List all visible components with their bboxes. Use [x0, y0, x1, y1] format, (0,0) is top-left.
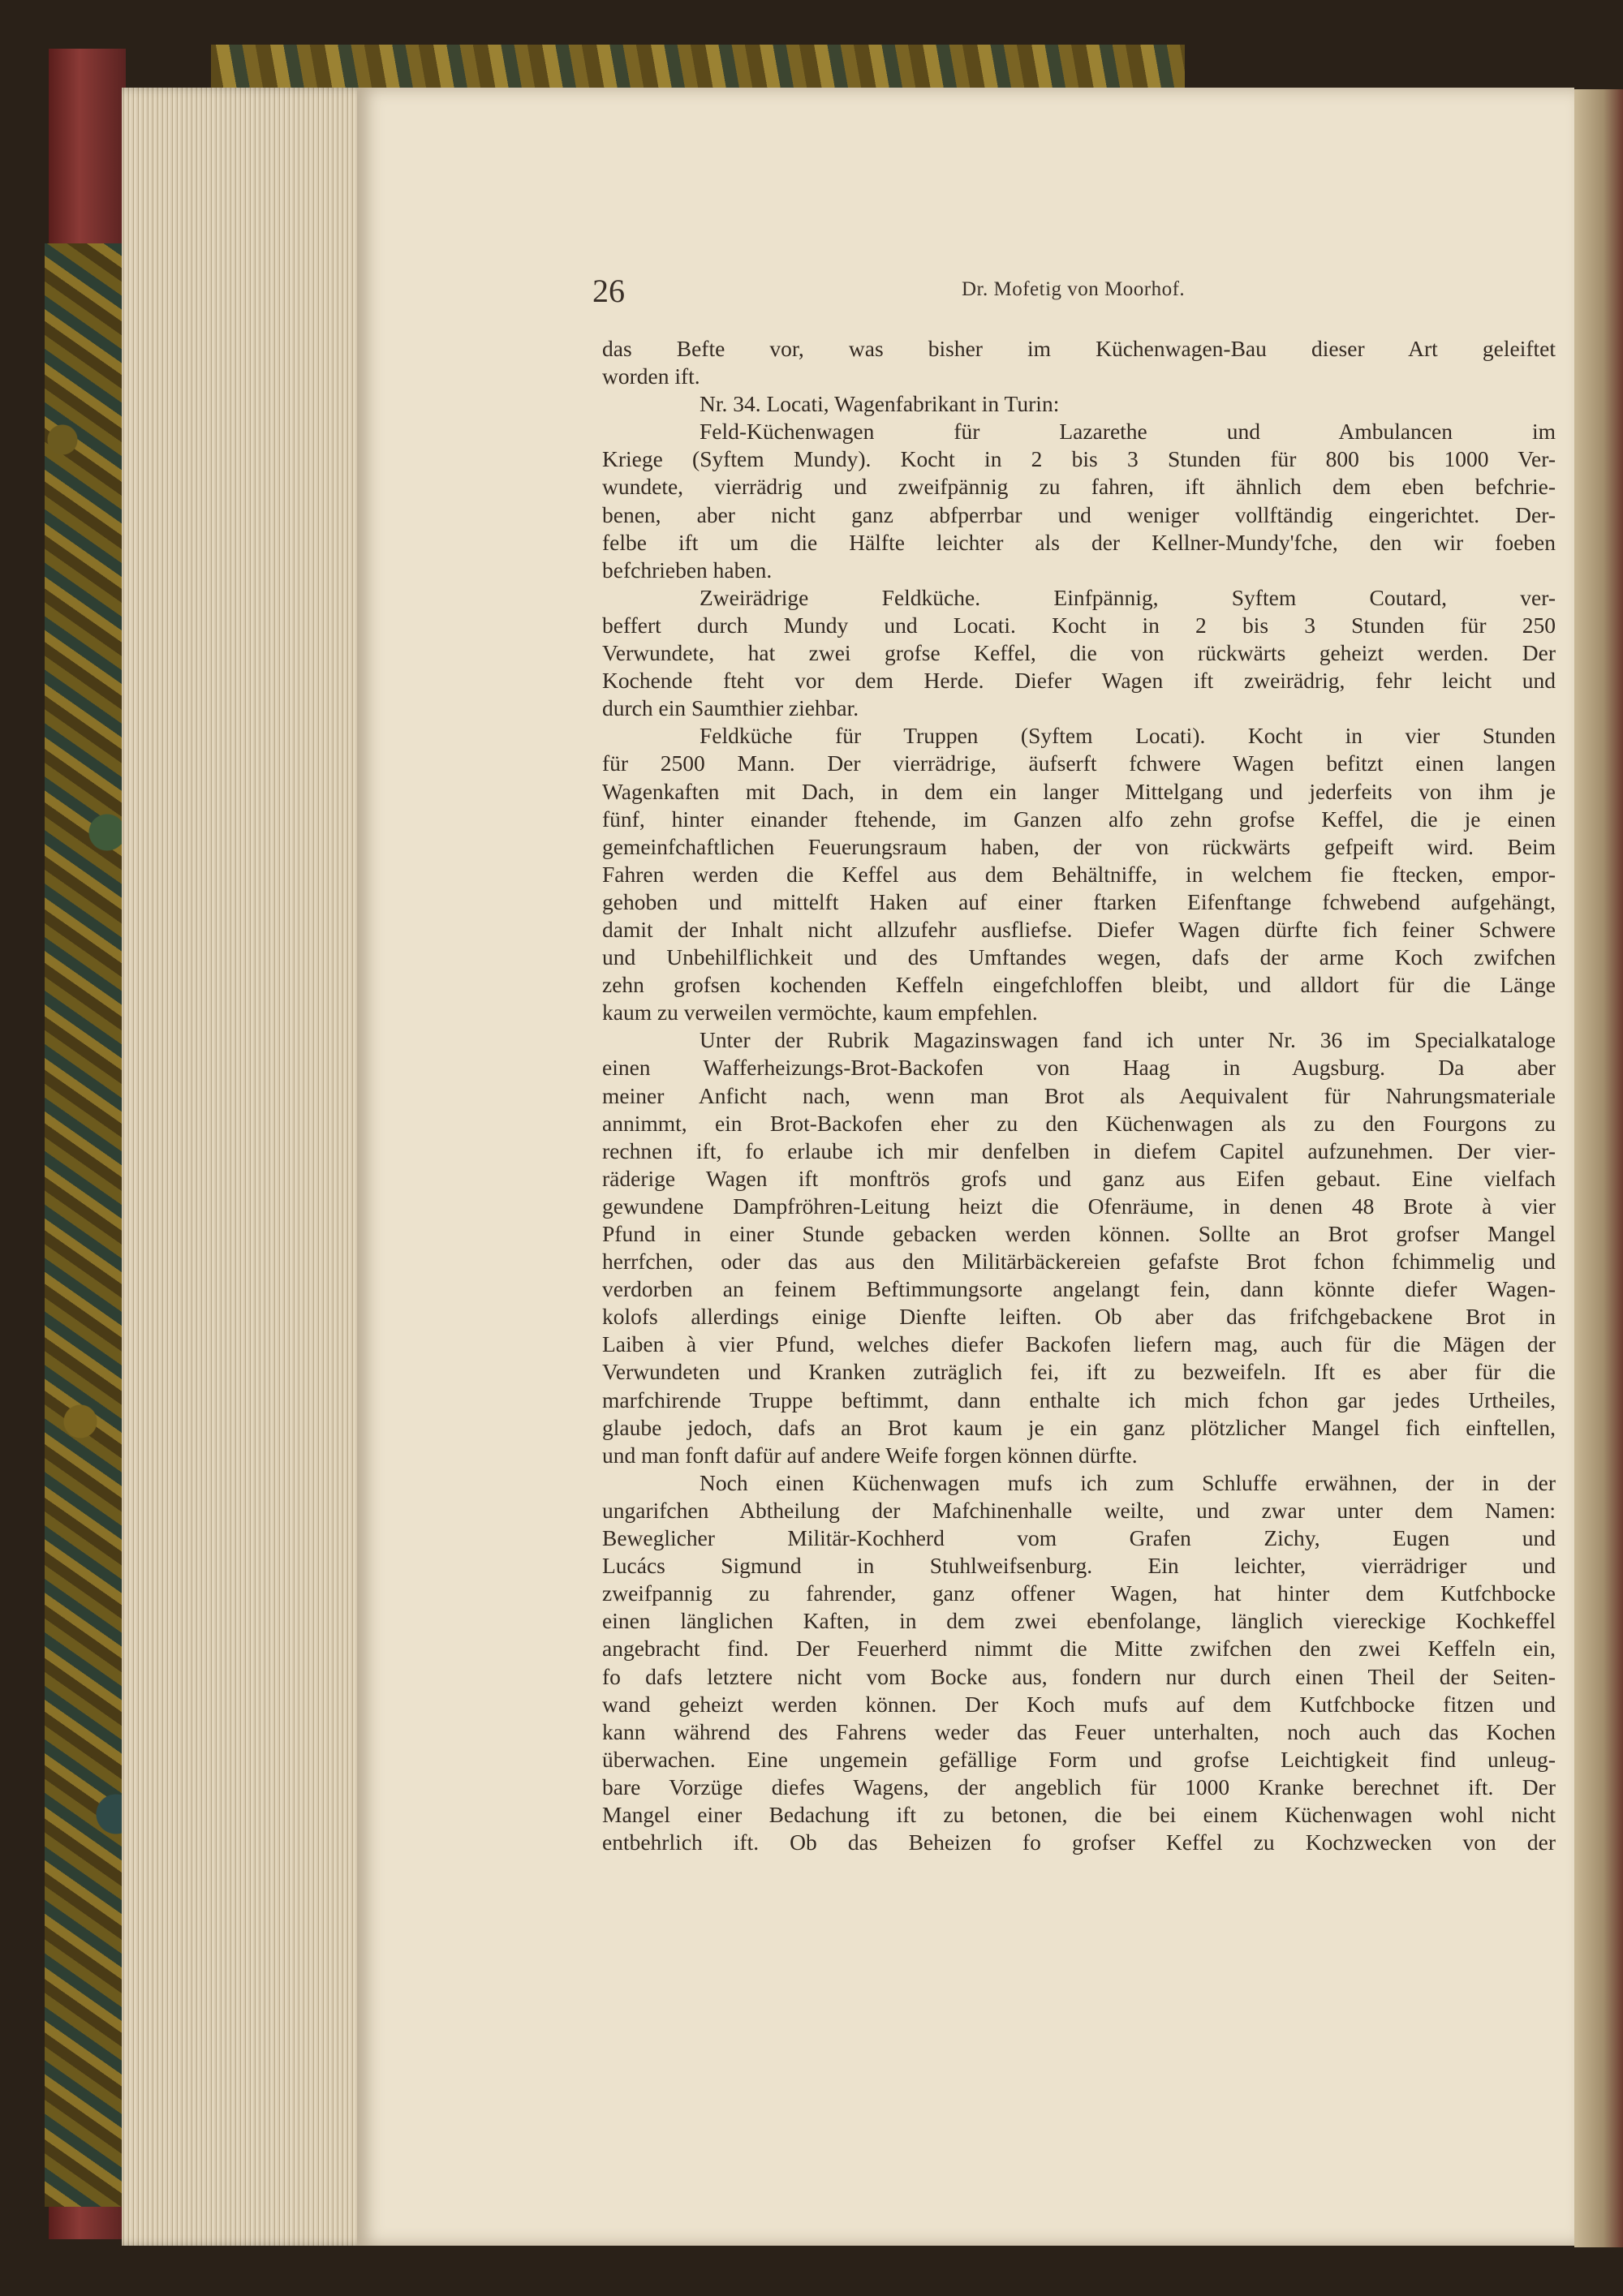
- text-line: einen länglichen Kaften, in dem zwei ebenfolange, länglich viereckige Kochkeffel: [602, 1608, 1556, 1634]
- text-line: meiner Anficht nach, wenn man Brot als Aequivalent für Nahrungsmateriale: [602, 1082, 1556, 1108]
- text-line: fo dafs letztere nicht vom Bocke aus, fondern nur durch einen Theil der Seiten-: [602, 1663, 1556, 1689]
- text-line: Noch einen Küchenwagen mufs ich zum Schluffe erwähnen, der in der: [700, 1469, 1556, 1495]
- text-line: fünf, hinter einander ftehende, im Ganzen alfo zehn grofse Keffel, die je einen: [602, 806, 1556, 832]
- text-line: Kochende fteht vor dem Herde. Diefer Wagen ift zweirädrig, fehr leicht und: [602, 668, 1556, 694]
- text-line: und man fonft dafür auf andere Weife forgen können dürfte.: [602, 1442, 1138, 1468]
- text-line: befchrieben haben.: [602, 557, 773, 583]
- text-line: überwachen. Eine ungemein gefällige Form und grofse Leichtigkeit find unleug-: [602, 1746, 1556, 1772]
- text-line: felbe ift um die Hälfte leichter als der Kellner-Mundy'fche, den wir foeben: [602, 529, 1556, 555]
- text-line: wand geheizt werden können. Der Koch mufs auf dem Kutfchbocke fitzen und: [602, 1691, 1556, 1717]
- text-line: entbehrlich ift. Ob das Beheizen fo grofser Keffel zu Kochzweckеn von der: [602, 1829, 1556, 1855]
- text-line: gehoben und mittelft Haken auf einer ftarken Eifenftange fchwebend aufgehängt,: [602, 888, 1556, 914]
- running-head: Dr. Mofetig von Moorhof.: [962, 278, 1186, 300]
- text-line: damit der Inhalt nicht allzufehr ausfliefse. Diefer Wagen dürfte fich feiner Schwere: [602, 916, 1556, 942]
- text-line: zehn grofsen kochenden Keffeln eingefchloffen bleibt, und alldort für die Länge: [602, 972, 1556, 998]
- text-line: zweifpannig zu fahrender, ganz offener Wagen, hat hinter dem Kutfchbocke: [602, 1580, 1556, 1606]
- text-line: Beweglicher Militär-Kochherd vom Grafen Zichy, Eugen und: [602, 1525, 1556, 1551]
- text-line: marfchirende Truppe beftimmt, dann enthalte ich mich fchon gar jedes Urtheiles,: [602, 1387, 1556, 1412]
- text-line: kaum zu verweilen vermöchte, kaum empfehlen.: [602, 1000, 1038, 1025]
- text-line: Wagenkaften mit Dach, in dem ein langer Mittelgang und jederfeits von ihm je: [602, 778, 1556, 804]
- text-line: gemeinfchaftlichen Feuerungsraum haben, der von rückwärts gefpeift wird. Beim: [602, 833, 1556, 859]
- text-line: benen, aber nicht ganz abfperrbar und weniger vollftändig eingerichtet. Der-: [602, 501, 1556, 527]
- text-line: rechnen ift, fo erlaube ich mir denfelben in diefem Capitel aufzunehmen. Der vier-: [602, 1137, 1556, 1163]
- page-edges: [122, 88, 398, 2246]
- marbled-cover: [45, 243, 134, 2207]
- text-line: beffert durch Mundy und Locati. Kocht in 2 bis 3 Stunden für 250: [602, 612, 1556, 638]
- text-line: Pfund in einer Stunde gebacken werden können. Sollte an Brot grofser Mangel: [602, 1221, 1556, 1246]
- text-line: das Befte vor, was bisher im Küchenwagen-Bau dieser Art geleiftet: [602, 336, 1556, 361]
- text-line: Zweirädrige Feldküche. Einfpännig, Syftem Coutard, ver-: [700, 584, 1556, 610]
- text-line: Lucács Sigmund in Stuhlweifsenburg. Ein leichter, vierrädriger und: [602, 1553, 1556, 1579]
- text-line: und Unbehilflichkeit und des Umftandes wegen, dafs der arme Koch zwifchen: [602, 944, 1556, 970]
- text-line: herrfchen, oder das aus den Militärbäckereien gefafste Brot fchon fchimmelig und: [602, 1249, 1556, 1275]
- text-line: Verwundete, hat zwei grofse Keffel, die von rückwärts geheizt werden. Der: [602, 640, 1556, 666]
- text-line: Feldküche für Truppen (Syftem Locati). Kocht in vier Stunden: [700, 723, 1556, 749]
- text-line: kann während des Fahrens weder das Feuer unterhalten, noch auch das Kochen: [602, 1718, 1556, 1744]
- text-line: Laiben à vier Pfund, welches diefer Backofen liefern mag, auch für die Mägen der: [602, 1331, 1556, 1357]
- text-line: räderige Wagen ift monftrös grofs und ganz aus Eifen gebaut. Eine vielfach: [602, 1165, 1556, 1191]
- text-line: Unter der Rubrik Magazinswagen fand ich unter Nr. 36 im Specialkataloge: [700, 1027, 1556, 1053]
- text-line: für 2500 Mann. Der vierrädrige, äufserft fchwere Wagen befitzt einen langen: [602, 750, 1556, 776]
- text-line: gewundene Dampfröhren-Leitung heizt die Ofenräume, in denen 48 Brote à vier: [602, 1193, 1556, 1219]
- text-line: bare Vorzüge diefes Wagens, der angeblich für 1000 Kranke berechnet ift. Der: [602, 1774, 1556, 1799]
- text-line: durch ein Saumthier ziehbar.: [602, 695, 859, 721]
- body-text: [602, 335, 1556, 1856]
- page-header: [592, 272, 1566, 320]
- facing-page-edge: [1574, 89, 1623, 2247]
- text-line: Mangel einer Bedachung ift zu betonen, die bei einem Küchenwagen wohl nicht: [602, 1801, 1556, 1827]
- text-line: einen Wafferheizungs-Brot-Backofen von Haag in Augsburg. Da aber: [602, 1055, 1556, 1081]
- text-line: Kriege (Syftem Mundy). Kocht in 2 bis 3 Stunden für 800 bis 1000 Ver-: [602, 446, 1556, 472]
- text-line: glaube jedoch, dafs an Brot kaum je ein ganz plötzlicher Mangel fich einftellen,: [602, 1414, 1556, 1440]
- text-line: wundete, vierrädrig und zweifpännig zu fahren, ift ähnlich dem eben befchrie-: [602, 474, 1556, 500]
- text-line: kolofs allerdings einige Dienfte leiften. Ob aber das frifchgebackene Brot in: [602, 1304, 1556, 1330]
- text-line: Verwundeten und Kranken zuträglich fei, ift zu bezweifeln. Ift es aber für die: [602, 1359, 1556, 1385]
- text-line: Fahren werden die Keffel aus dem Behältniffe, in welchem fie ftecken, empor-: [602, 861, 1556, 887]
- page-number: 26: [592, 273, 625, 309]
- text-line: annimmt, ein Brot-Backofen eher zu den Küchenwagen als zu den Fourgons zu: [602, 1110, 1556, 1136]
- text-line: verdorben an feinem Beftimmungsorte angelangt fein, dann könnte diefer Wagen-: [602, 1276, 1556, 1302]
- text-line: Feld-Küchenwagen für Lazarethe und Ambulancen im: [700, 419, 1556, 445]
- text-line: ungarifchen Abtheilung der Mafchinenhalle weilte, und zwar unter dem Namen:: [602, 1497, 1556, 1523]
- text-line: Nr. 34. Locati, Wagenfabrikant in Turin:: [700, 391, 1060, 417]
- text-line: worden ift.: [602, 363, 700, 389]
- text-line: angebracht find. Der Feuerherd nimmt die Mitte zwifchen den zwei Keffeln ein,: [602, 1636, 1556, 1662]
